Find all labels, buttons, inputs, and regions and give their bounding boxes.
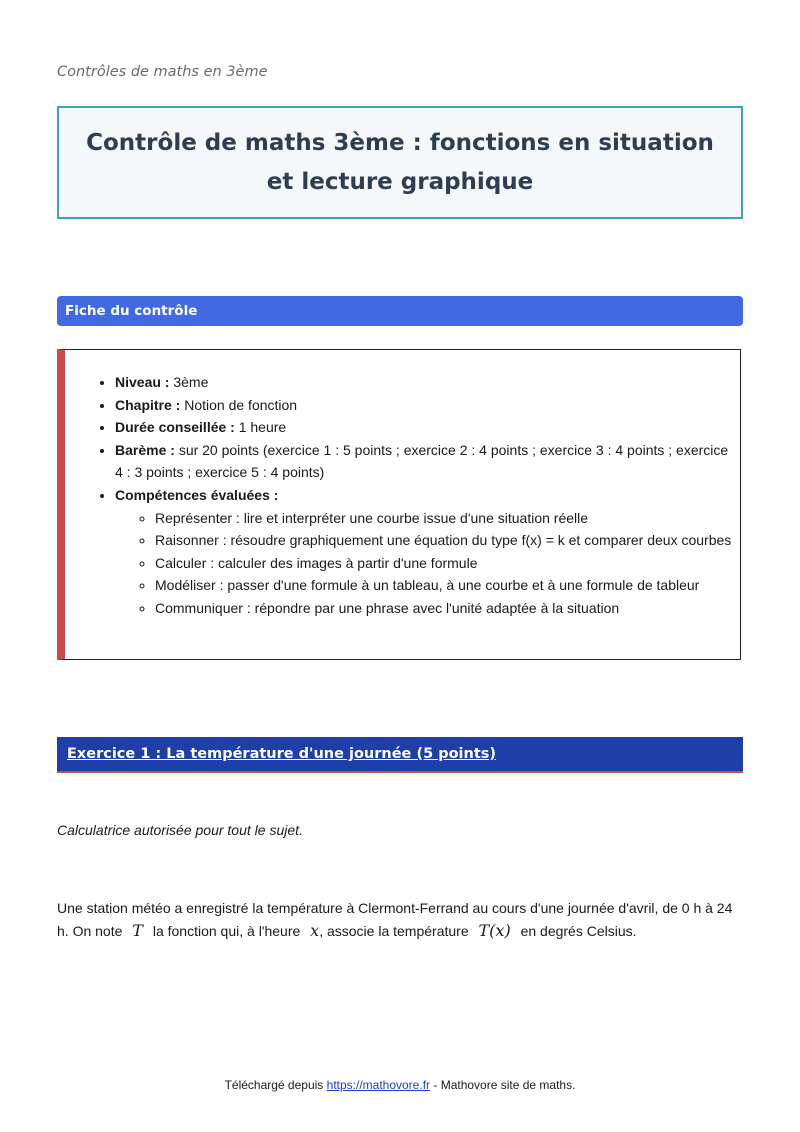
competence-item: ◦ Raisonner : résoudre graphiquement une équation du type f(x) = k et comparer deux courbes xyxy=(155,529,735,552)
duree-label: Durée conseillée : xyxy=(115,419,235,436)
bareme-item xyxy=(115,439,735,484)
category-header: Contrôles de maths en 3ème xyxy=(57,64,268,80)
fiche-list xyxy=(115,371,735,620)
chapitre-label: Chapitre : xyxy=(115,396,181,413)
bareme-value: sur 20 points (exercice 1 : 5 points ; exercice 2 : 4 points ; exercice 3 : 4 points ; exercice 4 : 3 points ; exercice 5 : 4 points) xyxy=(115,441,729,481)
exercise-1-intro xyxy=(57,897,743,942)
duree-item xyxy=(115,416,735,439)
math-T: T xyxy=(132,920,143,940)
footer-suffix: - Mathovore site de maths. xyxy=(433,1078,576,1092)
chapitre-value: Notion de fonction xyxy=(184,396,298,413)
niveau-label: Niveau : xyxy=(115,374,170,390)
chapitre-item xyxy=(115,394,735,417)
competence-item: ◦ Représenter : lire et interpréter une courbe issue d'une situation réelle xyxy=(155,507,735,530)
footer-link[interactable]: https://mathovore.fr xyxy=(326,1078,431,1092)
niveau-value: 3ème xyxy=(173,374,209,390)
competence-item: ◦ Modéliser : passer d'une formule à un tableau, à une courbe et à une formule de tableur xyxy=(155,574,735,597)
fiche-heading: Fiche du contrôle xyxy=(57,296,743,326)
math-Tx: T(x) xyxy=(478,920,511,940)
footer-prefix: Téléchargé depuis xyxy=(224,1078,324,1092)
competence-item: ◦ Calculer : calculer des images à partir d'une formule xyxy=(155,552,735,575)
title-box xyxy=(57,106,743,219)
math-x: x xyxy=(310,920,320,940)
intro-text-2: la fonction qui, à l'heure xyxy=(152,922,301,939)
footer xyxy=(0,1078,800,1092)
niveau-item xyxy=(115,371,735,394)
competences-label: Compétences évaluées : xyxy=(115,486,279,503)
duree-value: 1 heure xyxy=(238,419,287,436)
fiche-box xyxy=(57,349,741,660)
intro-text-1: Une station météo a enregistré la température à Clermont-Ferrand au cours d'une journée d'avril, de 0 h à 24 h. On note xyxy=(57,900,733,939)
competences-item xyxy=(115,484,735,620)
bareme-label: Barème : xyxy=(115,441,175,458)
exercise-1-heading xyxy=(57,737,743,773)
intro-text-3: , associe la température xyxy=(319,922,469,939)
competence-item: ◦ Communiquer : répondre par une phrase avec l'unité adaptée à la situation xyxy=(155,597,735,620)
calculator-note: Calculatrice autorisée pour tout le sujet. xyxy=(57,822,303,838)
competences-list xyxy=(115,507,735,620)
page-title: Contrôle de maths 3ème : fonctions en situation et lecture graphique xyxy=(86,129,714,195)
exercise-1-title: Exercice 1 : La température d'une journée (5 points) xyxy=(67,746,497,762)
intro-text-4: en degrés Celsius. xyxy=(520,922,637,939)
